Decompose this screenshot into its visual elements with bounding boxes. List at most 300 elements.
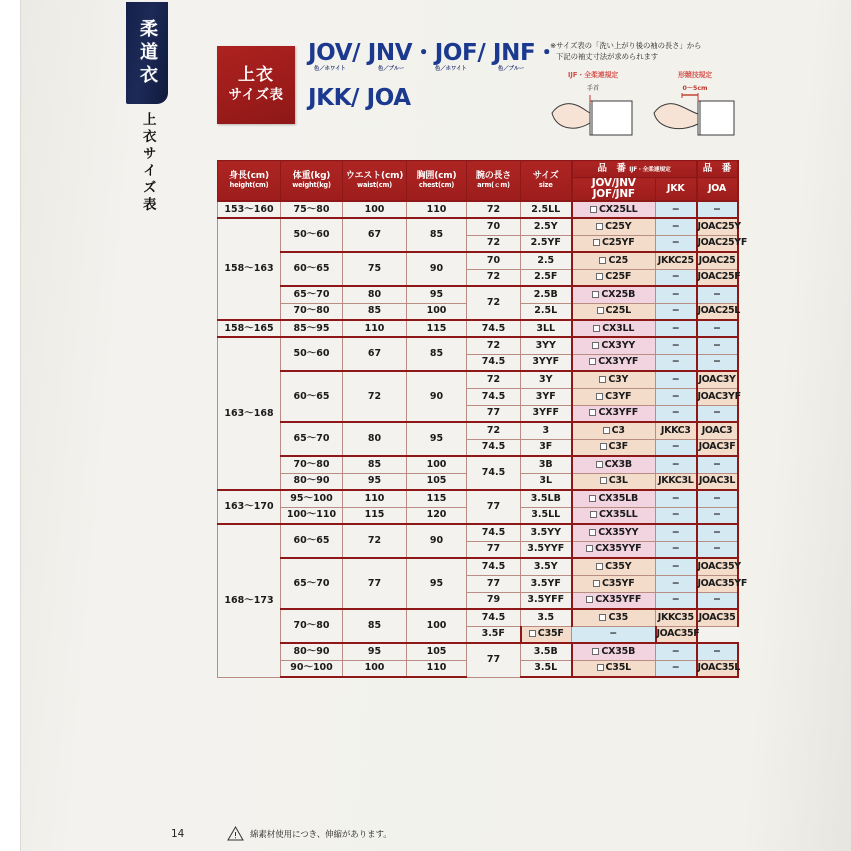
ijf-code-label: CX35YY bbox=[598, 526, 639, 538]
cell-ijf-code bbox=[572, 405, 656, 422]
cell-size: 3.5 bbox=[521, 609, 572, 626]
cell-weight: 70～80 bbox=[281, 303, 343, 320]
ijf-code-label: CX25LL bbox=[599, 203, 638, 215]
table-row bbox=[218, 252, 738, 269]
checkbox-icon[interactable] bbox=[590, 511, 597, 518]
cell-waist: 72 bbox=[343, 371, 407, 422]
cell-waist: 80 bbox=[343, 422, 407, 456]
table-row bbox=[218, 286, 738, 303]
cell-ijf-code bbox=[572, 558, 656, 575]
cell-jkk-code: − bbox=[656, 592, 697, 609]
checkbox-icon[interactable] bbox=[592, 291, 599, 298]
checkbox-icon[interactable] bbox=[589, 409, 596, 416]
cell-arm: 74.5 bbox=[467, 456, 521, 490]
col-group-ijf-label: 品 番 bbox=[597, 163, 626, 175]
cell-joa-code: JOAC3Y bbox=[697, 371, 738, 388]
cell-jkk-code: JKKC3 bbox=[656, 422, 697, 439]
cell-joa-code: JOAC3 bbox=[697, 422, 738, 439]
cell-ijf-code bbox=[572, 337, 656, 354]
cell-size: 2.5F bbox=[521, 269, 572, 286]
cell-weight: 75～80 bbox=[281, 201, 343, 218]
cell-ijf-code bbox=[521, 626, 572, 643]
checkbox-icon[interactable] bbox=[600, 477, 607, 484]
cell-size: 3.5LB bbox=[521, 490, 572, 507]
col-arm-jp: 腕の長さ bbox=[475, 170, 512, 181]
cell-joa-code: JOAC25 bbox=[697, 252, 738, 269]
col-weight-en: weight(kg) bbox=[292, 181, 331, 190]
cell-arm: 79 bbox=[467, 592, 521, 609]
color-caption-jnv: 色／ブルー bbox=[378, 66, 405, 72]
cell-arm: 74.5 bbox=[467, 439, 521, 456]
cell-ijf-code bbox=[572, 422, 656, 439]
cell-waist: 67 bbox=[343, 218, 407, 252]
cell-size: 3.5YYF bbox=[521, 541, 572, 558]
cell-arm: 77 bbox=[467, 490, 521, 524]
cell-ijf-code bbox=[572, 371, 656, 388]
ijf-code-label: C25 bbox=[608, 254, 629, 266]
cell-chest: 100 bbox=[407, 609, 467, 643]
cell-size: 3.5Y bbox=[521, 558, 572, 575]
cell-chest: 90 bbox=[407, 252, 467, 286]
color-caption-jof: 色／ホワイト bbox=[435, 66, 467, 72]
table-row bbox=[218, 456, 738, 473]
cell-joa-code: − bbox=[697, 201, 738, 218]
checkbox-icon[interactable] bbox=[597, 307, 604, 314]
checkbox-icon[interactable] bbox=[586, 596, 593, 603]
col-arm bbox=[467, 161, 521, 202]
cell-joa-code: − bbox=[697, 490, 738, 507]
checkbox-icon[interactable] bbox=[586, 545, 593, 552]
cell-weight: 65～70 bbox=[281, 422, 343, 456]
cell-arm: 77 bbox=[467, 405, 521, 422]
cell-waist: 85 bbox=[343, 456, 407, 473]
ijf-code-label: CX3YY bbox=[601, 339, 636, 351]
product-code-line1: JOV/ JNV・JOF/ JNF・ bbox=[308, 40, 558, 66]
cell-jkk-code: − bbox=[656, 643, 697, 660]
cell-arm: 72 bbox=[467, 422, 521, 439]
checkbox-icon[interactable] bbox=[599, 257, 606, 264]
cell-weight: 50～60 bbox=[281, 337, 343, 371]
cell-joa-code: JOAC25F bbox=[697, 269, 738, 286]
cell-ijf-code bbox=[572, 592, 656, 609]
cell-weight: 70～80 bbox=[281, 609, 343, 643]
header-row-top bbox=[218, 161, 738, 178]
cell-joa-code: − bbox=[697, 507, 738, 524]
cell-arm: 77 bbox=[467, 575, 521, 592]
cell-weight: 60～65 bbox=[281, 252, 343, 286]
cell-waist: 115 bbox=[343, 507, 407, 524]
col-height-jp: 身長(cm) bbox=[229, 170, 269, 181]
col-size bbox=[521, 161, 572, 202]
cell-waist: 100 bbox=[343, 201, 407, 218]
size-table bbox=[217, 160, 747, 678]
cell-arm: 72 bbox=[467, 337, 521, 354]
cell-waist: 85 bbox=[343, 303, 407, 320]
cell-arm: 74.5 bbox=[467, 354, 521, 371]
cell-ijf-code bbox=[572, 660, 656, 677]
cell-ijf-code bbox=[572, 218, 656, 235]
cell-ijf-code bbox=[572, 354, 656, 371]
cell-size: 3.5YY bbox=[521, 524, 572, 541]
page-title-line2: サイズ表 bbox=[228, 87, 284, 104]
cell-waist: 72 bbox=[343, 524, 407, 558]
cell-ijf-code bbox=[572, 643, 656, 660]
cell-height: 163～170 bbox=[218, 490, 281, 524]
page-sheet bbox=[20, 0, 851, 851]
checkbox-icon[interactable] bbox=[600, 443, 607, 450]
cell-jkk-code: − bbox=[656, 490, 697, 507]
table-row bbox=[218, 490, 738, 507]
cell-joa-code: − bbox=[697, 286, 738, 303]
cell-joa-code: JOAC35L bbox=[697, 660, 738, 677]
cell-jkk-code: − bbox=[656, 286, 697, 303]
cell-arm: 72 bbox=[467, 286, 521, 320]
cell-jkk-code: − bbox=[656, 507, 697, 524]
ijf-code-label: CX35YFF bbox=[595, 594, 642, 606]
page-footer bbox=[171, 826, 731, 841]
checkbox-icon[interactable] bbox=[599, 614, 606, 621]
cell-ijf-code bbox=[572, 507, 656, 524]
ijf-code-label: C3YF bbox=[605, 390, 632, 402]
cell-chest: 90 bbox=[407, 371, 467, 422]
cell-weight: 90～100 bbox=[281, 660, 343, 677]
side-index-label: 上衣サイズ表 bbox=[139, 112, 156, 214]
cell-arm: 74.5 bbox=[467, 320, 521, 337]
cell-jkk-code: JKKC3L bbox=[656, 473, 697, 490]
checkbox-icon[interactable] bbox=[596, 273, 603, 280]
col-chest-en: chest(cm) bbox=[418, 181, 455, 190]
cell-waist: 95 bbox=[343, 473, 407, 490]
cell-jkk-code: − bbox=[656, 218, 697, 235]
col-group-ijf-note: IJF・全柔連規定 bbox=[629, 167, 671, 174]
table-header bbox=[218, 161, 738, 202]
checkbox-icon[interactable] bbox=[599, 376, 606, 383]
col-ijf-line2: JOF/JNF bbox=[592, 188, 635, 201]
cell-jkk-code: − bbox=[656, 320, 697, 337]
cell-jkk-code: JKKC25 bbox=[656, 252, 697, 269]
table-row bbox=[218, 609, 738, 626]
cell-weight: 70～80 bbox=[281, 456, 343, 473]
cell-chest: 100 bbox=[407, 303, 467, 320]
cell-joa-code: JOAC35Y bbox=[697, 558, 738, 575]
cell-ijf-code bbox=[572, 524, 656, 541]
cell-ijf-code bbox=[572, 320, 656, 337]
cell-ijf-code bbox=[572, 575, 656, 592]
col-group-joa-label: 品 番 bbox=[702, 163, 732, 175]
cell-joa-code: JOAC25L bbox=[697, 303, 738, 320]
cell-joa-code: − bbox=[697, 541, 738, 558]
cell-chest: 85 bbox=[407, 337, 467, 371]
cell-waist: 100 bbox=[343, 660, 407, 677]
checkbox-icon[interactable] bbox=[596, 223, 603, 230]
ijf-code-label: CX35LL bbox=[599, 509, 638, 521]
cell-size: 3YYF bbox=[521, 354, 572, 371]
ijf-code-label: C35L bbox=[605, 662, 631, 674]
cell-chest: 115 bbox=[407, 320, 467, 337]
side-index bbox=[127, 112, 167, 214]
cell-arm: 72 bbox=[467, 201, 521, 218]
ijf-code-label: C25L bbox=[605, 305, 631, 317]
checkbox-icon[interactable] bbox=[592, 648, 599, 655]
cell-joa-code: JOAC3YF bbox=[697, 388, 738, 405]
checkbox-icon[interactable] bbox=[592, 342, 599, 349]
cell-size: 3LL bbox=[521, 320, 572, 337]
cell-jkk-code: − bbox=[572, 626, 656, 643]
cell-jkk-code: − bbox=[656, 235, 697, 252]
cell-joa-code: JOAC35 bbox=[697, 609, 738, 626]
col-waist bbox=[343, 161, 407, 202]
ijf-code-label: C3 bbox=[611, 424, 625, 436]
cell-height: 158～165 bbox=[218, 320, 281, 337]
cell-weight: 95～100 bbox=[281, 490, 343, 507]
cell-jkk-code: − bbox=[656, 388, 697, 405]
cell-joa-code: JOAC35F bbox=[656, 626, 697, 643]
cell-size: 2.5L bbox=[521, 303, 572, 320]
cell-waist: 80 bbox=[343, 286, 407, 303]
col-chest-jp: 胸囲(cm) bbox=[416, 170, 457, 181]
product-code-heading bbox=[308, 40, 558, 111]
checkbox-icon[interactable] bbox=[596, 393, 603, 400]
cell-joa-code: JOAC35YF bbox=[697, 575, 738, 592]
checkbox-icon[interactable] bbox=[593, 239, 600, 246]
cell-ijf-code bbox=[572, 456, 656, 473]
color-caption-jnf: 色／ブルー bbox=[498, 66, 525, 72]
diagram-ijf-label: IJF・全柔連規定 bbox=[567, 71, 619, 79]
ijf-code-label: C3F bbox=[608, 441, 628, 453]
color-caption-jov: 色／ホワイト bbox=[314, 66, 346, 72]
col-jkk: JKK bbox=[656, 178, 697, 202]
ijf-code-label: C35 bbox=[608, 611, 629, 623]
col-weight-jp: 体重(kg) bbox=[292, 170, 331, 181]
cell-ijf-code bbox=[572, 235, 656, 252]
cell-height: 163～168 bbox=[218, 337, 281, 490]
cell-joa-code: − bbox=[697, 456, 738, 473]
diagram-kata-caption: 0〜5cm bbox=[682, 85, 708, 92]
table-row bbox=[218, 524, 738, 541]
cell-ijf-code bbox=[572, 252, 656, 269]
checkbox-icon[interactable] bbox=[596, 461, 603, 468]
cell-size: 2.5LL bbox=[521, 201, 572, 218]
col-chest bbox=[407, 161, 467, 202]
cell-arm: 74.5 bbox=[467, 558, 521, 575]
cell-ijf-code bbox=[572, 541, 656, 558]
cell-ijf-code bbox=[572, 269, 656, 286]
forearm-sleeve-gap-icon bbox=[652, 93, 738, 137]
checkbox-icon[interactable] bbox=[589, 495, 596, 502]
cell-weight: 80～90 bbox=[281, 473, 343, 490]
cell-chest: 95 bbox=[407, 422, 467, 456]
cell-waist: 85 bbox=[343, 609, 407, 643]
table-row bbox=[218, 201, 738, 218]
cell-joa-code: − bbox=[697, 320, 738, 337]
cell-size: 3.5YFF bbox=[521, 592, 572, 609]
cell-waist: 95 bbox=[343, 643, 407, 660]
ijf-code-label: CX25B bbox=[601, 288, 636, 300]
checkbox-icon[interactable] bbox=[529, 630, 536, 637]
cell-jkk-code: − bbox=[656, 558, 697, 575]
cell-weight: 60～65 bbox=[281, 371, 343, 422]
cell-waist: 77 bbox=[343, 558, 407, 609]
product-code-line2: JKK/ JOA bbox=[308, 85, 411, 111]
cell-size: 3B bbox=[521, 456, 572, 473]
cell-joa-code: − bbox=[697, 524, 738, 541]
ijf-code-label: CX3B bbox=[604, 458, 632, 470]
forearm-sleeve-icon bbox=[550, 93, 636, 137]
cell-ijf-code bbox=[572, 609, 656, 626]
cell-arm: 70 bbox=[467, 218, 521, 235]
cell-height: 153～160 bbox=[218, 201, 281, 218]
cell-size: 3F bbox=[521, 439, 572, 456]
cell-size: 3YF bbox=[521, 388, 572, 405]
cell-chest: 95 bbox=[407, 286, 467, 303]
cell-waist: 110 bbox=[343, 320, 407, 337]
cell-height: 158～163 bbox=[218, 218, 281, 320]
checkbox-icon[interactable] bbox=[593, 325, 600, 332]
cell-ijf-code bbox=[572, 473, 656, 490]
ijf-code-label: C35Y bbox=[605, 560, 632, 572]
cell-jkk-code: − bbox=[656, 541, 697, 558]
cell-joa-code: JOAC3F bbox=[697, 439, 738, 456]
cell-weight: 65～70 bbox=[281, 558, 343, 609]
cell-jkk-code: − bbox=[656, 456, 697, 473]
cell-size: 2.5YF bbox=[521, 235, 572, 252]
cell-size: 3YY bbox=[521, 337, 572, 354]
checkbox-icon[interactable] bbox=[590, 206, 597, 213]
ijf-code-label: C35F bbox=[537, 628, 564, 640]
warning-note bbox=[227, 826, 392, 841]
ijf-code-label: CX35YYF bbox=[595, 543, 642, 555]
page-number: 14 bbox=[171, 827, 185, 840]
diagram-ijf bbox=[550, 70, 636, 137]
diagram-ijf-caption: 手首 bbox=[586, 85, 600, 92]
cell-joa-code: − bbox=[697, 354, 738, 371]
cell-chest: 90 bbox=[407, 524, 467, 558]
cell-waist: 110 bbox=[343, 490, 407, 507]
cell-jkk-code: − bbox=[656, 354, 697, 371]
cell-size: 3.5YF bbox=[521, 575, 572, 592]
cell-weight: 80～90 bbox=[281, 643, 343, 660]
ijf-code-label: C3L bbox=[608, 475, 628, 487]
col-ijf-codes bbox=[572, 178, 656, 202]
cell-waist: 67 bbox=[343, 337, 407, 371]
table-row bbox=[218, 320, 738, 337]
cell-height: 168～173 bbox=[218, 524, 281, 677]
sleeve-diagrams bbox=[550, 70, 740, 137]
cell-jkk-code: − bbox=[656, 405, 697, 422]
sleeve-length-note bbox=[550, 40, 738, 63]
cell-joa-code: JOAC25YF bbox=[697, 235, 738, 252]
page-title-line1: 上衣 bbox=[238, 64, 274, 85]
cell-size: 3Y bbox=[521, 371, 572, 388]
checkbox-icon[interactable] bbox=[589, 529, 596, 536]
cell-jkk-code: JKKC35 bbox=[656, 609, 697, 626]
checkbox-icon[interactable] bbox=[596, 563, 603, 570]
cell-chest: 120 bbox=[407, 507, 467, 524]
note-line2: 下記の袖丈寸法が求められます bbox=[556, 52, 659, 62]
note-line1: ※サイズ表の「洗い上がり後の袖の長さ」から bbox=[550, 41, 702, 50]
cell-ijf-code bbox=[572, 439, 656, 456]
cell-size: 3.5L bbox=[521, 660, 572, 677]
diagram-kata bbox=[652, 70, 738, 137]
diagram-kata-label: 形競技規定 bbox=[678, 71, 712, 79]
warning-triangle-icon bbox=[227, 826, 244, 841]
ijf-code-label: C25F bbox=[605, 271, 632, 283]
cell-arm: 72 bbox=[467, 371, 521, 388]
ijf-code-label: CX3LL bbox=[602, 322, 635, 334]
cell-chest: 110 bbox=[407, 201, 467, 218]
page-title-badge bbox=[217, 46, 295, 124]
warning-text: 綿素材使用につき、伸縮があります。 bbox=[250, 829, 392, 840]
cell-joa-code: − bbox=[697, 643, 738, 660]
checkbox-icon[interactable] bbox=[589, 358, 596, 365]
cell-size: 3.5B bbox=[521, 643, 572, 660]
col-waist-en: waist(cm) bbox=[357, 181, 392, 190]
ijf-code-label: CX35B bbox=[601, 645, 636, 657]
table-row bbox=[218, 643, 738, 660]
cell-jkk-code: − bbox=[656, 524, 697, 541]
cell-size: 3L bbox=[521, 473, 572, 490]
table-row bbox=[218, 371, 738, 388]
cell-chest: 105 bbox=[407, 643, 467, 660]
cell-joa-code: JOAC3L bbox=[697, 473, 738, 490]
cell-size: 3.5F bbox=[467, 626, 521, 643]
cell-size: 2.5Y bbox=[521, 218, 572, 235]
ijf-code-label: C3Y bbox=[608, 373, 629, 385]
cell-joa-code: − bbox=[697, 405, 738, 422]
cell-arm: 74.5 bbox=[467, 524, 521, 541]
ijf-code-label: CX35LB bbox=[598, 492, 639, 504]
checkbox-icon[interactable] bbox=[593, 580, 600, 587]
cell-chest: 85 bbox=[407, 218, 467, 252]
ijf-code-label: CX3YYF bbox=[598, 356, 639, 368]
cell-chest: 100 bbox=[407, 456, 467, 473]
cell-arm: 72 bbox=[467, 235, 521, 252]
col-group-joa bbox=[697, 161, 738, 178]
checkbox-icon[interactable] bbox=[603, 427, 610, 434]
cell-joa-code: − bbox=[697, 337, 738, 354]
cell-arm: 77 bbox=[467, 541, 521, 558]
ijf-code-label: C25Y bbox=[605, 220, 632, 232]
cell-weight: 85～95 bbox=[281, 320, 343, 337]
cell-jkk-code: − bbox=[656, 201, 697, 218]
cell-size: 3.5LL bbox=[521, 507, 572, 524]
cell-arm: 74.5 bbox=[467, 388, 521, 405]
cell-weight: 65～70 bbox=[281, 286, 343, 303]
cell-waist: 75 bbox=[343, 252, 407, 286]
cell-size: 2.5 bbox=[521, 252, 572, 269]
col-ijf-line1: JOV/JNV bbox=[591, 177, 636, 189]
cell-jkk-code: − bbox=[656, 371, 697, 388]
cell-joa-code: JOAC25Y bbox=[697, 218, 738, 235]
cell-chest: 115 bbox=[407, 490, 467, 507]
cell-weight: 100～110 bbox=[281, 507, 343, 524]
col-height bbox=[218, 161, 281, 202]
col-size-en: size bbox=[538, 181, 553, 190]
cell-ijf-code bbox=[572, 286, 656, 303]
cell-size: 2.5B bbox=[521, 286, 572, 303]
cell-ijf-code bbox=[572, 303, 656, 320]
cell-joa-code: − bbox=[697, 592, 738, 609]
cell-size: 3 bbox=[521, 422, 572, 439]
cell-jkk-code: − bbox=[656, 439, 697, 456]
checkbox-icon[interactable] bbox=[597, 664, 604, 671]
section-tab-judogi bbox=[126, 2, 168, 104]
table-row bbox=[218, 218, 738, 235]
section-tab-label: 柔道衣 bbox=[137, 18, 158, 88]
product-color-captions bbox=[308, 65, 548, 74]
ijf-code-label: C25YF bbox=[601, 237, 635, 249]
table-body bbox=[218, 201, 747, 677]
